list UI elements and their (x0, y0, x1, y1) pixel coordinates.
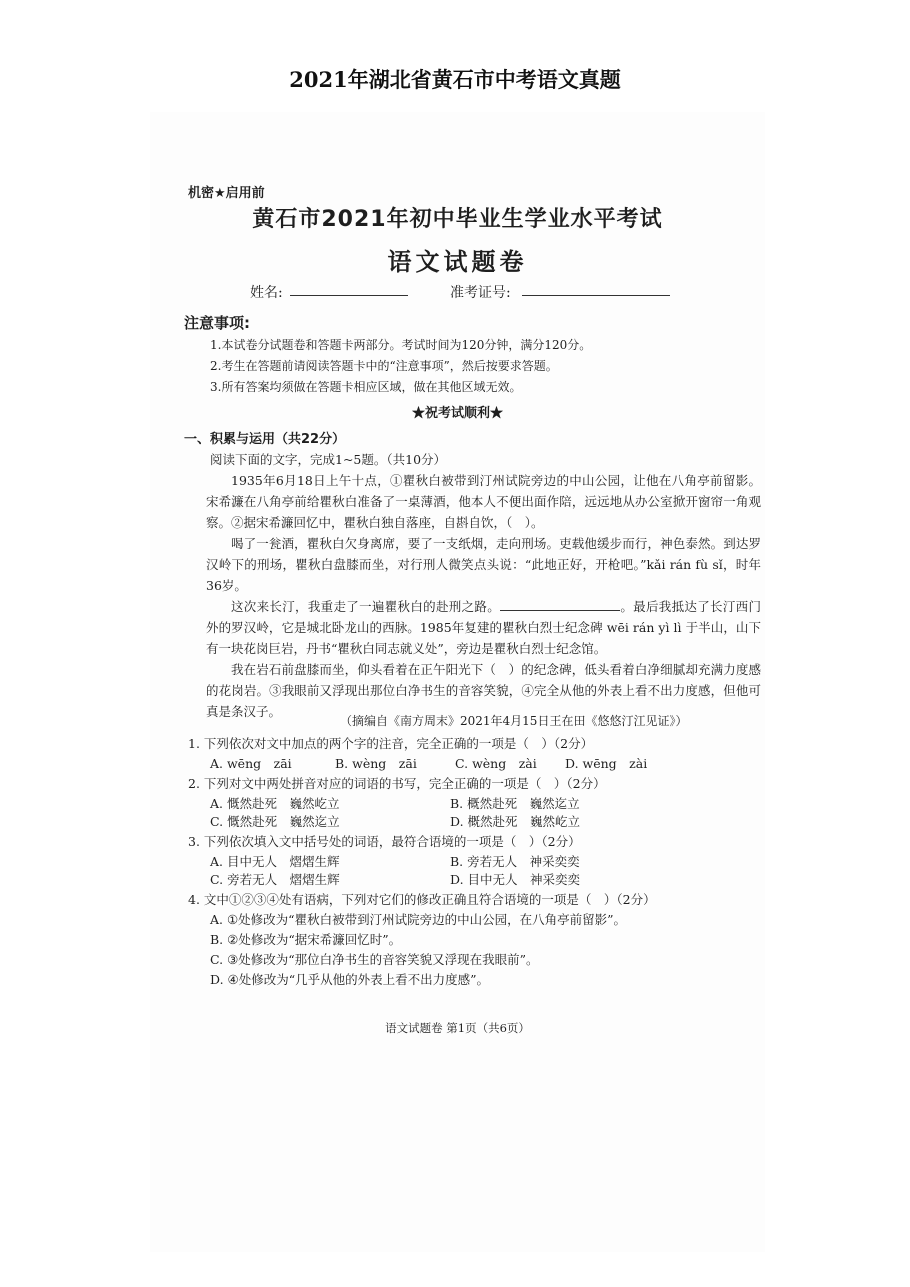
option[interactable]: A. ①处修改为“瞿秋白被带到汀州试院旁边的中山公园，在八角亭前留影”。 (210, 912, 626, 927)
name-label: 姓名: (250, 285, 283, 301)
question-stem: 2. 下列对文中两处拼音对应的词语的书写，完全正确的一项是（ ）（2分） (188, 776, 606, 791)
option[interactable]: A. 慨然赴死 巍然屹立 (210, 796, 340, 811)
option[interactable]: A. 目中无人 熠熠生辉 (210, 854, 340, 869)
reading-paragraph: 喝了一瓮酒，瞿秋白欠身离席，要了一支纸烟，走向刑场。吏载他缓步而行，神色泰然。到达罗汉岭下的刑场，瞿秋白盘膝而坐，对行刑人微笑点头说：“此地正好，开枪吧。”kǎi rán fù sǐ，时年36岁。 (206, 536, 761, 593)
option[interactable]: C. wèng zài (455, 756, 537, 771)
scanned-exam-page (150, 112, 765, 1252)
paper-title: 语文试题卷 (387, 248, 528, 276)
confidential-mark: 机密★启用前 (188, 186, 265, 201)
question-stem: 1. 下列依次对文中加点的两个字的注音，完全正确的一项是（ ）（2分） (188, 736, 594, 751)
option[interactable]: C. ③处修改为“那位白净书生的音容笑貌又浮现在我眼前”。 (210, 952, 539, 967)
notice-title: 注意事项: (184, 314, 250, 332)
page-footer: 语文试题卷 第1页（共6页） (385, 1021, 530, 1035)
option[interactable]: D. ④处修改为“几乎从他的外表上看不出力度感”。 (210, 972, 490, 987)
source-citation: （摘编自《南方周末》2021年4月15日王在田《悠悠汀江见证》） (340, 714, 688, 728)
exam-title: 黄石市2021年初中毕业生学业水平考试 (252, 207, 663, 232)
reading-text: 。最后我抵达了长汀西门外的罗汉岭，它是城北卧龙山的西脉。1985年复建的瞿秋白烈士纪念碑 wēi rán yì lì 于半山，山下有一块花岗巨岩，丹书“瞿秋白同志就义处”，旁边是瞿秋白烈士纪念馆。 (206, 599, 761, 656)
reading-intro: 阅读下面的文字，完成1~5题。（共10分） (210, 452, 447, 467)
question-stem: 3. 下列依次填入文中括号处的词语，最符合语境的一项是（ ）（2分） (188, 834, 581, 849)
option[interactable]: B. 概然赴死 巍然迄立 (450, 796, 580, 811)
section-heading: 一、积累与运用（共22分） (184, 432, 346, 447)
option[interactable]: C. 旁若无人 熠熠生辉 (210, 872, 340, 887)
reading-paragraph: 我在岩石前盘膝而坐，仰头看着在正午阳光下（ ）的纪念碑，低头看着白净细腻却充满力度感的花岗岩。③我眼前又浮现出那位白净书生的音容笑貌，④完全从他的外表上看不出力度感，但他可真是条汉子。 (206, 662, 761, 719)
option[interactable]: D. 概然赴死 巍然屹立 (450, 814, 581, 829)
option[interactable]: D. wēng zài (565, 756, 648, 771)
option[interactable]: B. wèng zāi (335, 756, 417, 771)
option[interactable]: C. 慨然赴死 巍然迄立 (210, 814, 340, 829)
option[interactable]: B. 旁若无人 神采奕奕 (450, 854, 580, 869)
document-title: 2021年湖北省黄石市中考语文真题 (289, 67, 621, 92)
id-label: 准考证号: (450, 285, 511, 301)
reading-paragraph (206, 596, 761, 659)
notice-item: 2.考生在答题前请阅读答题卡中的“注意事项”，然后按要求答题。 (210, 359, 558, 373)
notice-item: 1.本试卷分试题卷和答题卡两部分。考试时间为120分钟，满分120分。 (210, 338, 592, 352)
option[interactable]: A. wēng zāi (210, 756, 292, 771)
question-stem: 4. 文中①②③④处有语病，下列对它们的修改正确且符合语境的一项是（ ）（2分） (188, 892, 656, 907)
fill-blank[interactable] (500, 598, 620, 611)
reading-paragraph: 1935年6月18日上午十点，①瞿秋白被带到汀州试院旁边的中山公园，让他在八角亭前留影。宋希濂在八角亭前给瞿秋白准备了一桌薄酒，他本人不便出面作陪，远远地从办公室掀开窗帘一角观察。②据宋希濂回忆中，瞿秋白独自落座，自斟自饮，（ ）。 (206, 473, 761, 530)
reading-text: 这次来长汀，我重走了一遍瞿秋白的赴刑之路。 (231, 599, 501, 614)
id-field[interactable] (522, 294, 670, 296)
notice-item: 3.所有答案均须做在答题卡相应区域，做在其他区域无效。 (210, 380, 522, 394)
option[interactable]: D. 目中无人 神采奕奕 (450, 872, 581, 887)
blessing-text: ★祝考试顺利★ (411, 406, 503, 421)
option[interactable]: B. ②处修改为“据宋希濂回忆时”。 (210, 932, 402, 947)
name-field[interactable] (290, 294, 408, 296)
